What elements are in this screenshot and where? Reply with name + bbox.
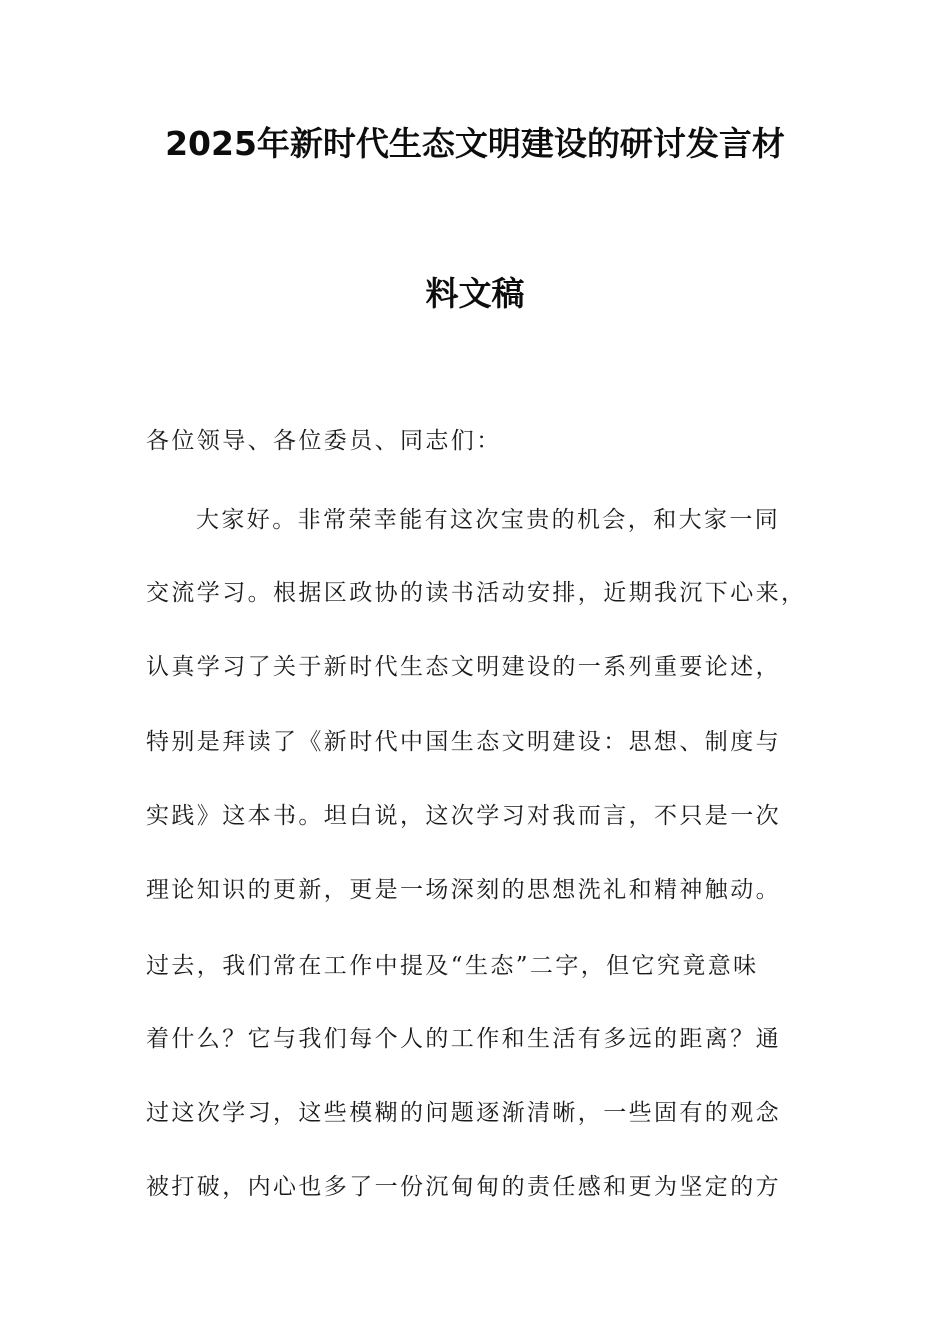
body-line: 交流学习。根据区政协的读书活动安排，近期我沉下心来，	[146, 580, 807, 606]
body-line: 被打破，内心也多了一份沉甸甸的责任感和更为坚定的方	[146, 1174, 781, 1200]
body-line: 理论知识的更新，更是一场深刻的思想洗礼和精神触动。	[146, 877, 781, 903]
document-title-line-2: 料文稿	[425, 274, 525, 313]
body-line: 过去，我们常在工作中提及“生态”二字，但它究竟意味	[146, 953, 759, 979]
salutation: 各位领导、各位委员、同志们：	[146, 428, 502, 454]
body-line: 特别是拜读了《新时代中国生态文明建设：思想、制度与	[146, 729, 781, 755]
body-line: 认真学习了关于新时代生态文明建设的一系列重要论述，	[146, 654, 781, 680]
body-line: 着什么？它与我们每个人的工作和生活有多远的距离？通	[146, 1026, 781, 1052]
body-line: 大家好。非常荣幸能有这次宝贵的机会，和大家一同	[196, 507, 781, 533]
body-line: 实践》这本书。坦白说，这次学习对我而言，不只是一次	[146, 803, 781, 829]
document-title-line-1: 2025年新时代生态文明建设的研讨发言材	[165, 124, 785, 163]
body-line: 过这次学习，这些模糊的问题逐渐清晰，一些固有的观念	[146, 1100, 781, 1126]
